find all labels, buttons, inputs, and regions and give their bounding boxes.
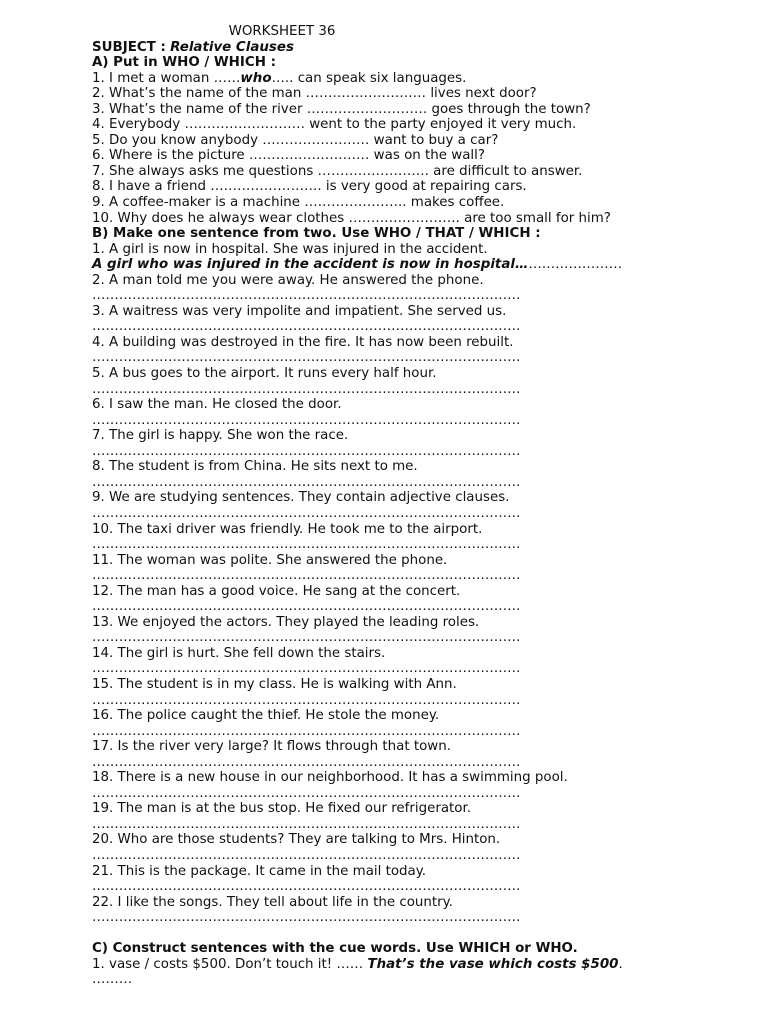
- section-a-item: 8. I have a friend ……………………. is very good at repairing cars.: [92, 179, 527, 195]
- section-c-item: [92, 957, 682, 973]
- item-text: ….. can speak six languages.: [271, 70, 467, 86]
- answer-line[interactable]: ……………………………………………………………………………………: [92, 381, 521, 397]
- item-text: .: [618, 956, 623, 972]
- section-b-item: 16. The police caught the thief. He stole the money.: [92, 708, 440, 724]
- section-a-item: 10. Why does he always wear clothes ……………………. are too small for him?: [92, 210, 611, 226]
- section-a-item: 6. Where is the picture ……………………… was on the wall?: [92, 148, 485, 164]
- answer-line[interactable]: ……………………………………………………………………………………: [92, 537, 521, 553]
- answer-line[interactable]: ……………………………………………………………………………………: [92, 754, 521, 770]
- section-a-item: 9. A coffee-maker is a machine ………………….. makes coffee.: [92, 195, 505, 211]
- subject-line: [92, 40, 682, 56]
- answer-line[interactable]: ……………………………………………………………………………………: [92, 474, 521, 490]
- section-a-item: [92, 71, 682, 87]
- section-b-item: 19. The man is at the bus stop. He fixed our refrigerator.: [92, 801, 472, 817]
- answer-dots: …………………: [528, 257, 623, 273]
- answer-line[interactable]: ……………………………………………………………………………………: [92, 723, 521, 739]
- section-b-item: 3. A waitress was very impolite and impatient. She served us.: [92, 303, 507, 319]
- answer-line[interactable]: ……………………………………………………………………………………: [92, 847, 521, 863]
- section-b-item: 8. The student is from China. He sits next to me.: [92, 459, 418, 475]
- section-a-item: 5. Do you know anybody …………………… want to buy a car?: [92, 132, 499, 148]
- item-text: 1. vase / costs $500. Don’t touch it! ……: [92, 956, 368, 972]
- section-b-example: 1. A girl is now in hospital. She was injured in the accident.: [92, 241, 488, 257]
- answer-line[interactable]: ……………………………………………………………………………………: [92, 443, 521, 459]
- section-b-example-answer: [92, 257, 682, 273]
- subject-value: Relative Clauses: [170, 39, 294, 55]
- answer-line[interactable]: ……………………………………………………………………………………: [92, 505, 521, 521]
- section-b-item: 10. The taxi driver was friendly. He took me to the airport.: [92, 521, 483, 537]
- worksheet-title: WORKSHEET 36: [228, 24, 336, 39]
- spacer: [92, 926, 682, 942]
- answer-line[interactable]: ……………………………………………………………………………………: [92, 785, 521, 801]
- answer-line[interactable]: ……………………………………………………………………………………: [92, 412, 521, 428]
- section-b-item: 17. Is the river very large? It flows through that town.: [92, 739, 451, 755]
- section-b-item: 11. The woman was polite. She answered the phone.: [92, 552, 448, 568]
- section-b-item: 13. We enjoyed the actors. They played the leading roles.: [92, 614, 480, 630]
- section-b-item: 7. The girl is happy. She won the race.: [92, 428, 349, 444]
- section-a-item: 3. What’s the name of the river ……………………… goes through the town?: [92, 101, 591, 117]
- section-b-item: 21. This is the package. It came in the mail today.: [92, 863, 427, 879]
- section-b-item: 12. The man has a good voice. He sang at the concert.: [92, 583, 461, 599]
- answer-line[interactable]: ……………………………………………………………………………………: [92, 910, 521, 926]
- answer-line[interactable]: ……………………………………………………………………………………: [92, 692, 521, 708]
- answer-line[interactable]: ……………………………………………………………………………………: [92, 568, 521, 584]
- section-b-item: 6. I saw the man. He closed the door.: [92, 397, 342, 413]
- section-b-item: 18. There is a new house in our neighborhood. It has a swimming pool.: [92, 770, 568, 786]
- section-c-tail: ………: [92, 972, 133, 988]
- answer-line[interactable]: ……………………………………………………………………………………: [92, 630, 521, 646]
- answer-line[interactable]: ……………………………………………………………………………………: [92, 879, 521, 895]
- section-a-item: 2. What’s the name of the man ……………………… lives next door?: [92, 86, 537, 102]
- section-b-item: 9. We are studying sentences. They contain adjective clauses.: [92, 490, 510, 506]
- worksheet-page: [92, 24, 682, 988]
- section-b-item: 4. A building was destroyed in the fire. It has now been rebuilt.: [92, 334, 514, 350]
- answer-line[interactable]: ……………………………………………………………………………………: [92, 350, 521, 366]
- answer-line[interactable]: ……………………………………………………………………………………: [92, 816, 521, 832]
- section-a-item: 7. She always asks me questions ……………………. are difficult to answer.: [92, 163, 583, 179]
- section-b-item: 5. A bus goes to the airport. It runs every half hour.: [92, 366, 437, 382]
- section-b-item: 2. A man told me you were away. He answered the phone.: [92, 272, 484, 288]
- section-b-items: [92, 273, 682, 926]
- answer-line[interactable]: ……………………………………………………………………………………: [92, 288, 521, 304]
- section-b-item: 15. The student is in my class. He is walking with Ann.: [92, 676, 457, 692]
- example-answer: who: [240, 70, 272, 86]
- subject-label: SUBJECT :: [92, 39, 166, 55]
- item-text: 1. I met a woman ……: [92, 70, 241, 86]
- example-answer: A girl who was injured in the accident is now in hospital…: [92, 257, 529, 273]
- section-b-item: 14. The girl is hurt. She fell down the stairs.: [92, 645, 386, 661]
- section-a-heading: A) Put in WHO / WHICH :: [92, 55, 276, 71]
- section-a-item: 4. Everybody ……………………… went to the party enjoyed it very much.: [92, 117, 577, 133]
- section-b-item: 20. Who are those students? They are talking to Mrs. Hinton.: [92, 832, 501, 848]
- example-answer: That’s the vase which costs $500: [367, 956, 619, 972]
- section-c-heading: C) Construct sentences with the cue words. Use WHICH or WHO.: [92, 941, 578, 957]
- section-b-item: 22. I like the songs. They tell about life in the country.: [92, 894, 453, 910]
- section-b-heading: B) Make one sentence from two. Use WHO / THAT / WHICH :: [92, 226, 541, 242]
- answer-line[interactable]: ……………………………………………………………………………………: [92, 319, 521, 335]
- answer-line[interactable]: ……………………………………………………………………………………: [92, 599, 521, 615]
- answer-line[interactable]: ……………………………………………………………………………………: [92, 661, 521, 677]
